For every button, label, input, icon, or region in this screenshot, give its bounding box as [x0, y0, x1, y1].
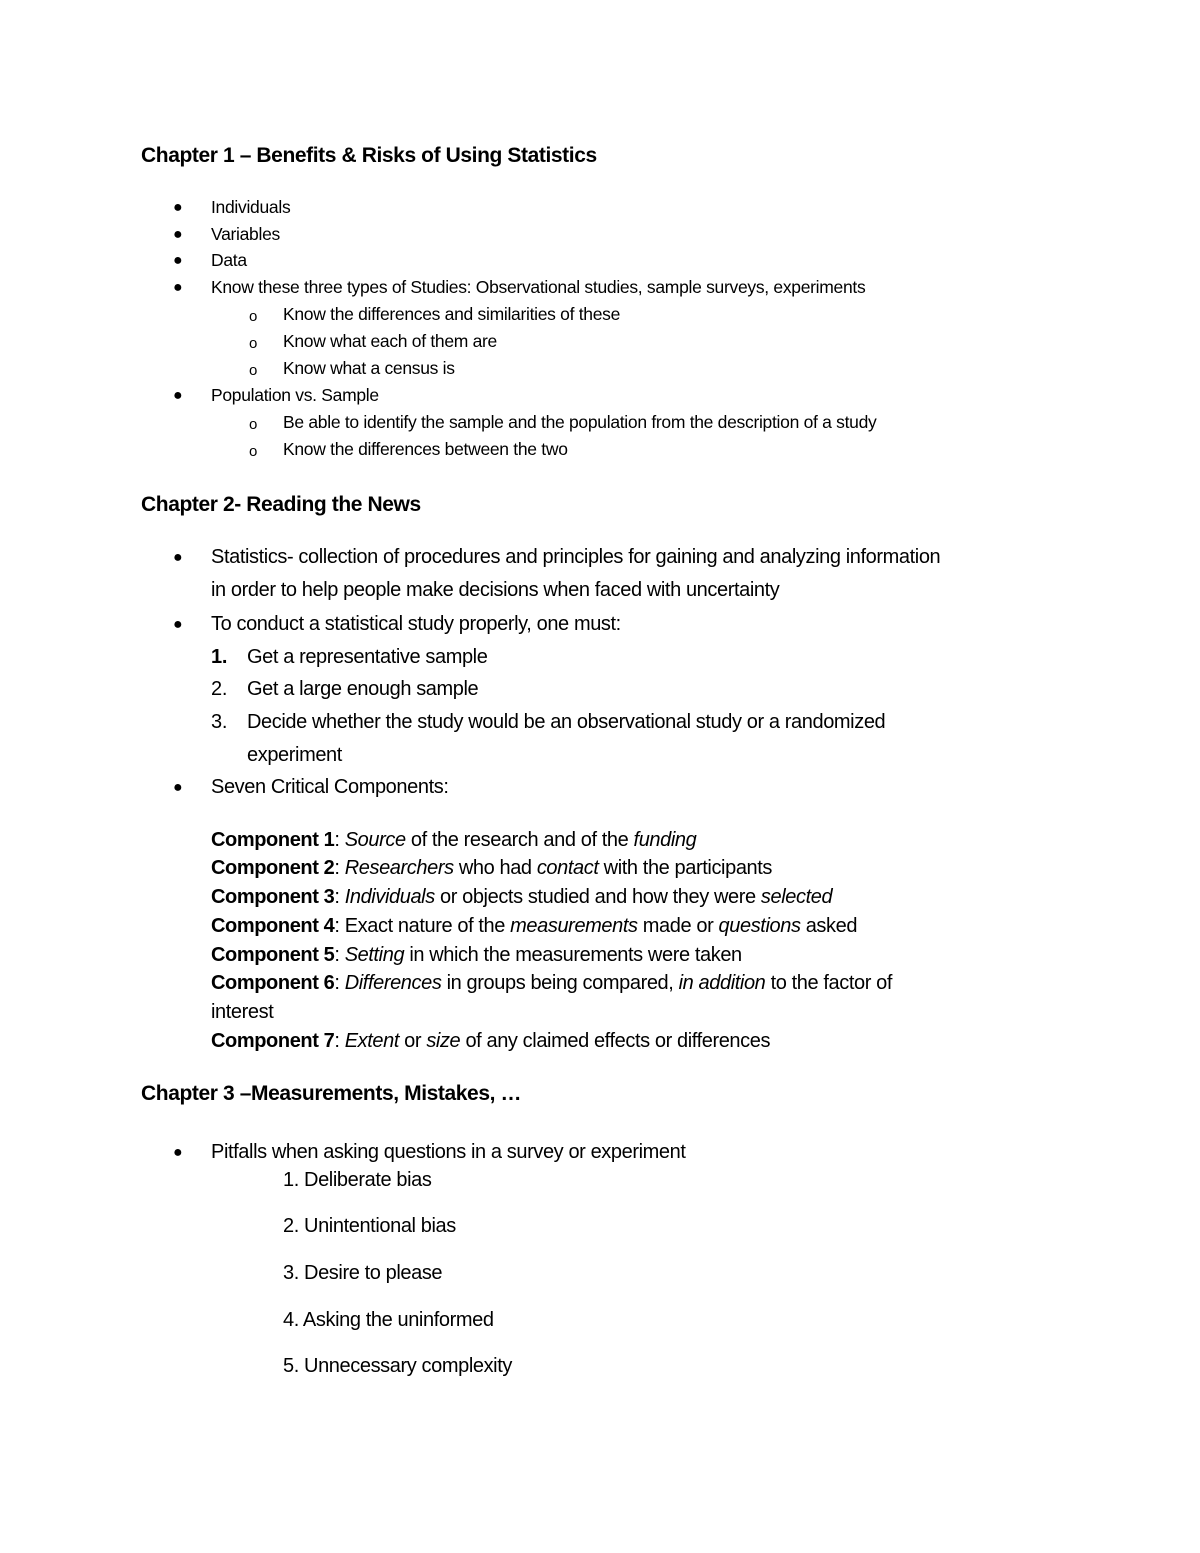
sub-list-item: Be able to identify the sample and the population from the description of a study [283, 412, 877, 432]
step-text-continued: experiment [247, 744, 342, 766]
component-7: Component 7: Extent or size of any claimed effects or differences [211, 1030, 771, 1052]
bullet-icon: ● [173, 779, 183, 796]
component-6-continued: interest [211, 1001, 274, 1023]
component-1: Component 1: Source of the research and of the funding [211, 829, 697, 851]
bullet-icon: ● [173, 387, 183, 404]
sub-bullet-icon: o [249, 362, 258, 379]
list-item: Know these three types of Studies: Observational studies, sample surveys, experiments [211, 277, 866, 297]
step-text: Decide whether the study would be an observational study or a randomized [247, 711, 886, 733]
list-item: Data [211, 250, 247, 270]
sub-list-item: Know the differences between the two [283, 439, 568, 459]
component-2: Component 2: Researchers who had contact with the participants [211, 857, 773, 879]
bullet-icon: ● [173, 616, 183, 633]
sub-bullet-icon: o [249, 443, 258, 460]
list-item: Individuals [211, 197, 291, 217]
component-6: Component 6: Differences in groups being compared, in addition to the factor of [211, 972, 893, 994]
chapter-2-title: Chapter 2- Reading the News [141, 493, 421, 516]
list-item: Seven Critical Components: [211, 776, 449, 798]
list-item: Pitfalls when asking questions in a survey or experiment [211, 1141, 686, 1163]
sub-list-item: Know what a census is [283, 358, 455, 378]
component-4: Component 4: Exact nature of the measurements made or questions asked [211, 915, 858, 937]
statistics-definition-line-2: in order to help people make decisions when faced with uncertainty [211, 579, 780, 601]
sub-list-item: Know the differences and similarities of these [283, 304, 621, 324]
pitfall-item: 3. Desire to please [283, 1262, 443, 1284]
sub-list-item: Know what each of them are [283, 331, 497, 351]
step-number: 3. [211, 711, 228, 733]
sub-bullet-icon: o [249, 335, 258, 352]
bullet-icon: ● [173, 549, 183, 566]
statistics-definition-line-1: Statistics- collection of procedures and principles for gaining and analyzing information [211, 546, 941, 568]
bullet-icon: ● [173, 252, 183, 269]
bullet-icon: ● [173, 199, 183, 216]
step-text: Get a large enough sample [247, 678, 479, 700]
bullet-icon: ● [173, 1144, 183, 1161]
pitfall-item: 2. Unintentional bias [283, 1215, 456, 1237]
component-5: Component 5: Setting in which the measurements were taken [211, 944, 742, 966]
step-number: 1. [211, 646, 228, 668]
list-item: Variables [211, 224, 280, 244]
list-item: Population vs. Sample [211, 385, 379, 405]
pitfall-item: 1. Deliberate bias [283, 1169, 432, 1191]
bullet-icon: ● [173, 226, 183, 243]
sub-bullet-icon: o [249, 308, 258, 325]
chapter-1-title: Chapter 1 – Benefits & Risks of Using Statistics [141, 144, 597, 167]
sub-bullet-icon: o [249, 416, 258, 433]
step-text: Get a representative sample [247, 646, 488, 668]
step-number: 2. [211, 678, 228, 700]
list-item: To conduct a statistical study properly, one must: [211, 613, 621, 635]
chapter-3-title: Chapter 3 –Measurements, Mistakes, … [141, 1082, 522, 1105]
component-3: Component 3: Individuals or objects studied and how they were selected [211, 886, 833, 908]
pitfall-item: 4. Asking the uninformed [283, 1309, 494, 1331]
pitfall-item: 5. Unnecessary complexity [283, 1355, 512, 1377]
bullet-icon: ● [173, 279, 183, 296]
